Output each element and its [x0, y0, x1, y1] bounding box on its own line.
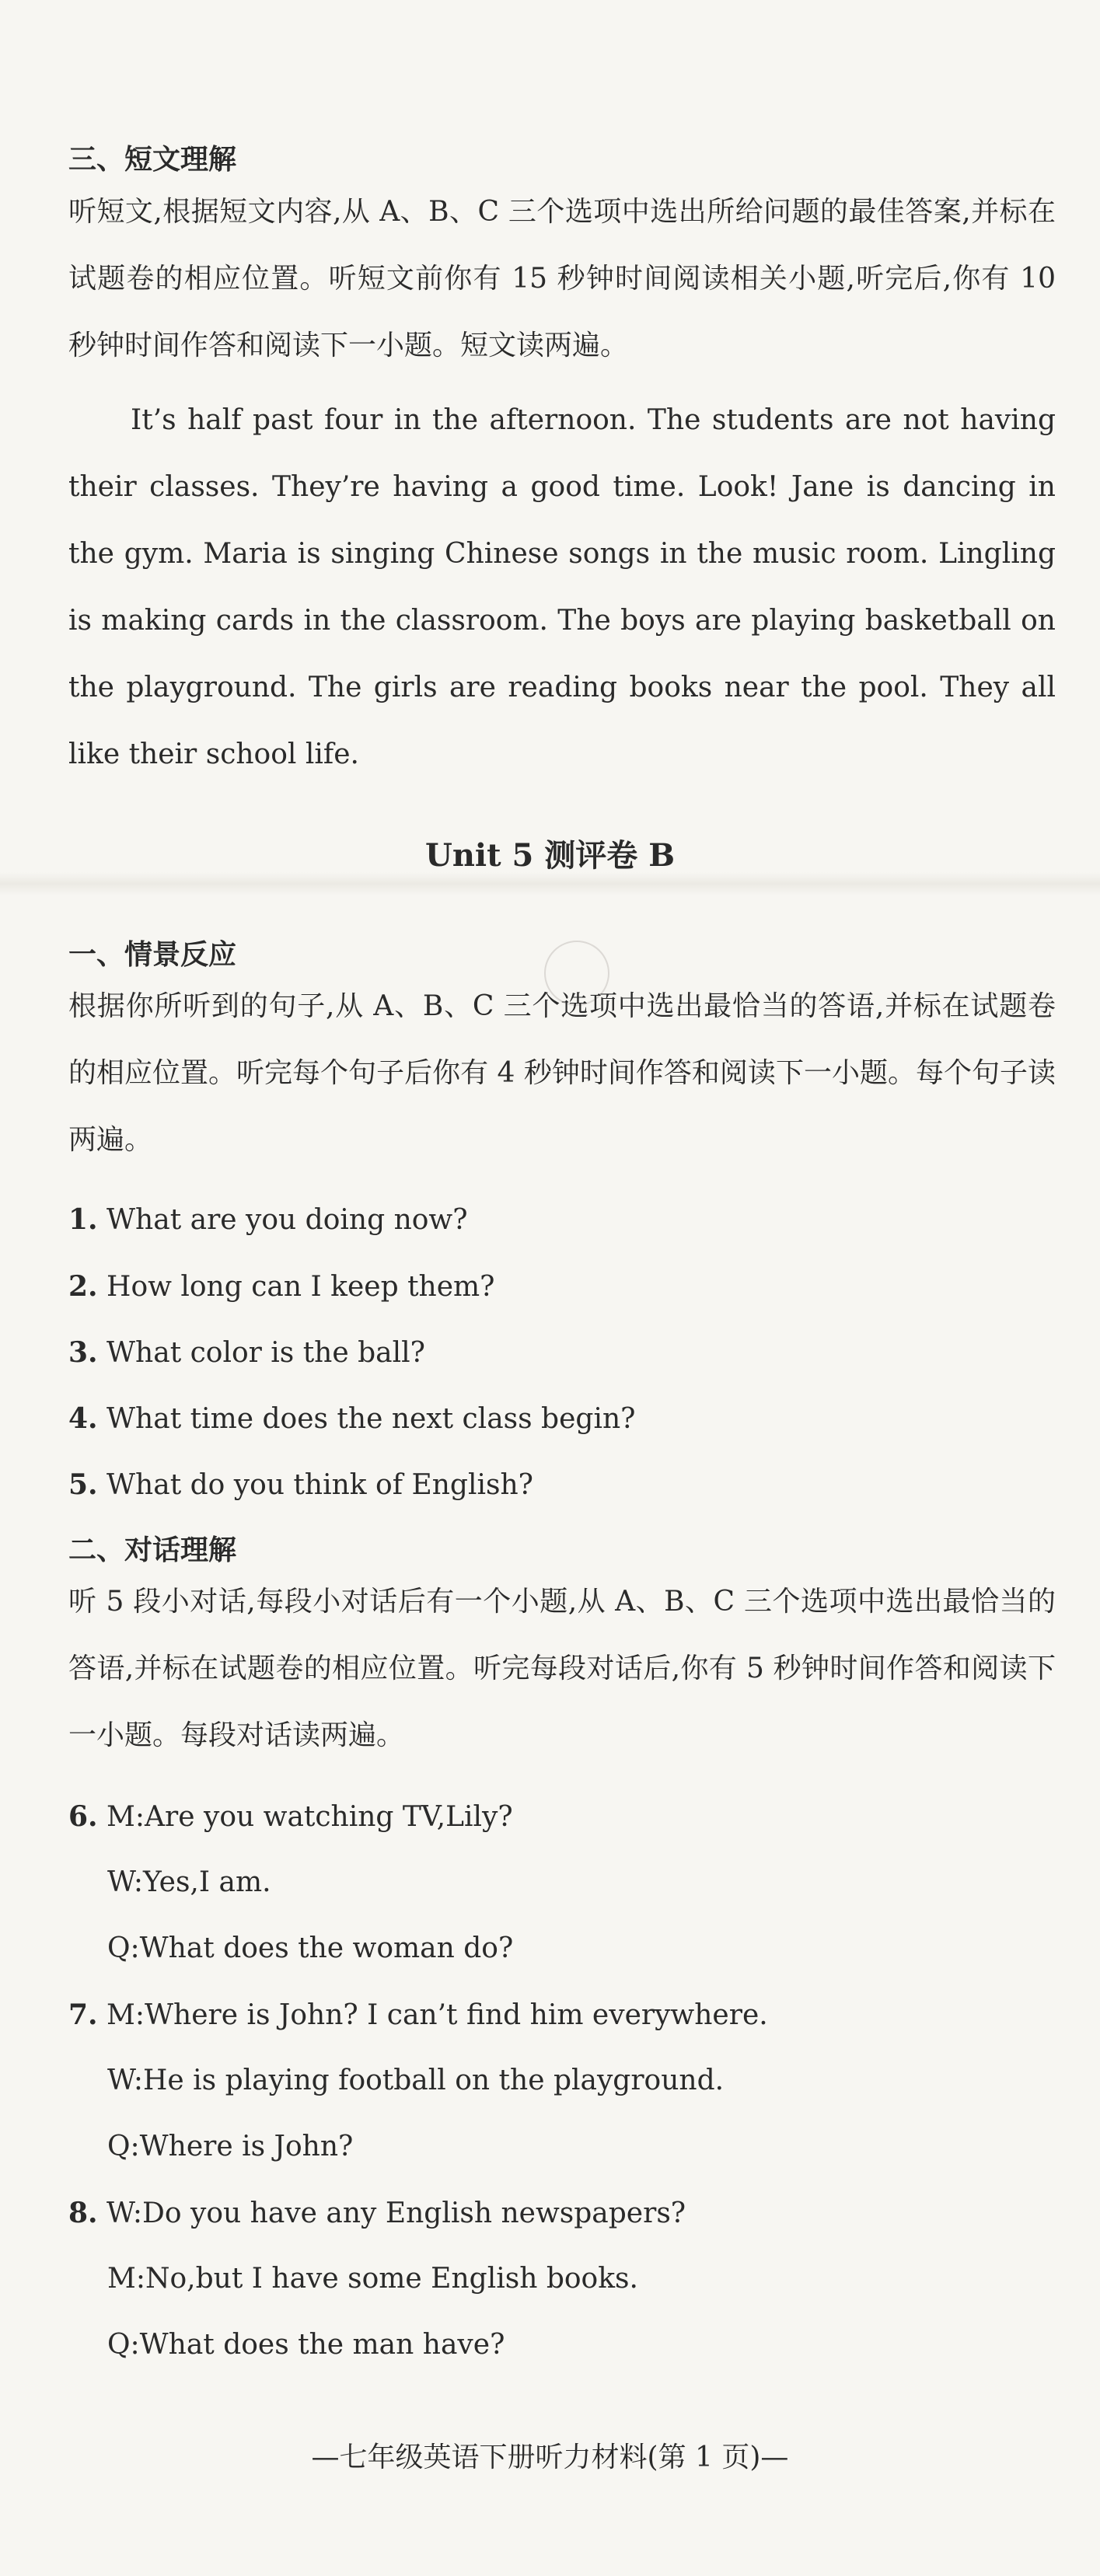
question-number: 6.: [68, 1800, 98, 1833]
section2-heading: 二、对话理解: [68, 1534, 237, 1566]
dialogue-8-question: Q:What does the man have?: [107, 2329, 505, 2361]
question-number: 3.: [68, 1336, 98, 1369]
dialogue-text: W:Do you have any English newspapers?: [107, 2197, 686, 2229]
section2-instructions: 听 5 段小对话,每段小对话后有一个小题,从 A、B、C 三个选项中选出最恰当的答语,并标在试题卷的相应位置。听完每段对话后,你有 5 秒钟时间作答和阅读下一小题。每段对话读两遍。: [68, 1586, 1056, 1751]
question-text: What are you doing now?: [107, 1204, 468, 1236]
unit-title: Unit 5 测评卷 B: [424, 837, 676, 874]
question-1: [68, 1201, 468, 1239]
dialogue-8-line2: M:No,but I have some English books.: [107, 2263, 638, 2295]
question-number: 7.: [68, 1998, 98, 2031]
dialogue-6-line1: [68, 1798, 513, 1836]
question-4: [68, 1400, 635, 1438]
dialogue-6-question: Q:What does the woman do?: [107, 1932, 514, 1964]
section1-instructions: 根据你所听到的句子,从 A、B、C 三个选项中选出最恰当的答语,并标在试题卷的相应位置。听完每个句子后你有 4 秒钟时间作答和阅读下一小题。每个句子读两遍。: [68, 990, 1056, 1156]
section2-instructions-block: [68, 1569, 1056, 1769]
dialogue-7-line1: [68, 1996, 768, 2034]
question-number: 5.: [68, 1468, 98, 1501]
section1-instructions-block: [68, 973, 1056, 1174]
dialogue-text: M:Are you watching TV,Lily?: [107, 1801, 513, 1833]
question-text: What color is the ball?: [107, 1337, 425, 1369]
question-text: What time does the next class begin?: [107, 1403, 636, 1435]
dialogue-7-line2: W:He is playing football on the playground.: [107, 2065, 725, 2096]
dialogue-7-question: Q:Where is John?: [107, 2131, 354, 2162]
section3-heading: 三、短文理解: [68, 144, 237, 176]
section1-heading: 一、情景反应: [68, 939, 237, 971]
question-number: 4.: [68, 1402, 98, 1435]
question-5: [68, 1466, 533, 1504]
question-3: [68, 1334, 425, 1372]
question-text: How long can I keep them?: [107, 1271, 495, 1303]
page-footer: —七年级英语下册听力材料(第 1 页)—: [311, 2442, 789, 2473]
dialogue-text: M:Where is John? I can’t find him everywhere.: [107, 1999, 768, 2031]
section3-instructions: 听短文,根据短文内容,从 A、B、C 三个选项中选出所给问题的最佳答案,并标在试题卷的相应位置。听短文前你有 15 秒钟时间阅读相关小题,听完后,你有 10 秒钟时间作答和阅读下一小题。短文读两遍。: [68, 196, 1056, 361]
section3-passage: It’s half past four in the afternoon. The students are not having their classes. They’re having a good time. Look! Jane is dancing in the gym. Maria is singing Chinese songs in the music room. Lingling is making cards in the classroom. The boys are playing basketball on the playground. The girls are reading books near the pool. They all like their school life.: [68, 404, 1056, 770]
dialogue-6-line2: W:Yes,I am.: [107, 1866, 271, 1898]
dialogue-8-line1: [68, 2194, 686, 2232]
question-number: 2.: [68, 1270, 98, 1303]
section3-passage-block: [68, 387, 1056, 788]
question-2: [68, 1268, 494, 1306]
question-text: What do you think of English?: [107, 1469, 533, 1501]
question-number: 1.: [68, 1203, 98, 1236]
section3-instructions-block: [68, 179, 1056, 379]
question-number: 8.: [68, 2197, 98, 2229]
